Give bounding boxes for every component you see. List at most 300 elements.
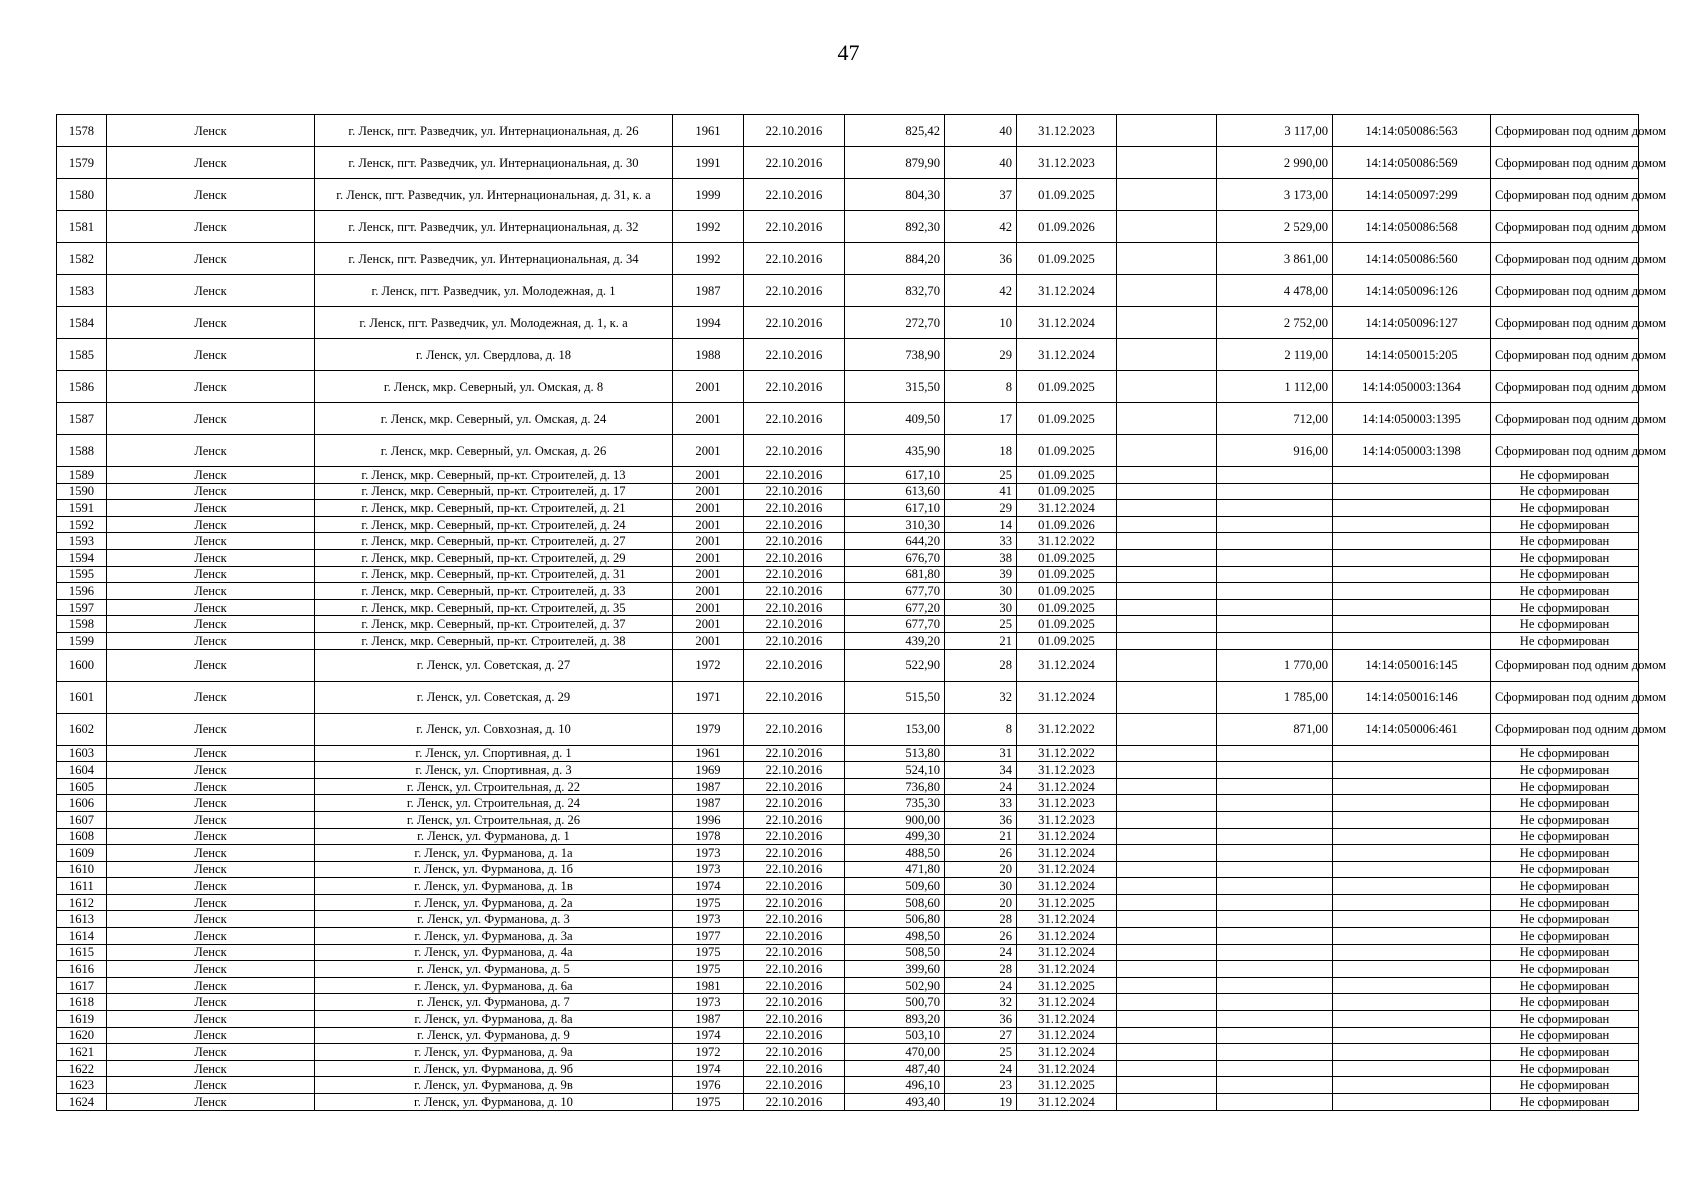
cell-date: 22.10.2016 bbox=[744, 778, 845, 795]
cell-city: Ленск bbox=[107, 994, 315, 1011]
cell-year: 1974 bbox=[673, 878, 744, 895]
cell-deadline: 01.09.2026 bbox=[1017, 516, 1117, 533]
cell-cadastral-number bbox=[1333, 549, 1491, 566]
cell-deadline: 31.12.2024 bbox=[1017, 1011, 1117, 1028]
cell-deadline: 01.09.2025 bbox=[1017, 483, 1117, 500]
cell-deadline: 31.12.2024 bbox=[1017, 1027, 1117, 1044]
cell-date: 22.10.2016 bbox=[744, 911, 845, 928]
cell-number: 1607 bbox=[57, 811, 107, 828]
cell-residents: 10 bbox=[945, 307, 1017, 339]
cell-deadline: 01.09.2025 bbox=[1017, 599, 1117, 616]
cell-area: 502,90 bbox=[845, 977, 945, 994]
cell-deadline: 31.12.2024 bbox=[1017, 928, 1117, 945]
cell-status: Не сформирован bbox=[1491, 1027, 1639, 1044]
cell-city: Ленск bbox=[107, 211, 315, 243]
table-row bbox=[57, 745, 1639, 762]
cell-number: 1593 bbox=[57, 533, 107, 550]
cell-area: 498,50 bbox=[845, 928, 945, 945]
cell-deadline: 31.12.2023 bbox=[1017, 811, 1117, 828]
cell-empty bbox=[1117, 435, 1217, 467]
cell-area: 677,20 bbox=[845, 599, 945, 616]
cell-land-area bbox=[1217, 828, 1333, 845]
table-row bbox=[57, 1027, 1639, 1044]
cell-residents: 40 bbox=[945, 147, 1017, 179]
cell-land-area: 2 529,00 bbox=[1217, 211, 1333, 243]
cell-deadline: 31.12.2024 bbox=[1017, 778, 1117, 795]
cell-empty bbox=[1117, 762, 1217, 779]
cell-land-area: 1 785,00 bbox=[1217, 681, 1333, 713]
table-row bbox=[57, 147, 1639, 179]
cell-city: Ленск bbox=[107, 795, 315, 812]
cell-area: 879,90 bbox=[845, 147, 945, 179]
table-body bbox=[57, 115, 1667, 1111]
cell-status: Сформирован под одним домом bbox=[1491, 211, 1639, 243]
cell-area: 677,70 bbox=[845, 616, 945, 633]
cell-date: 22.10.2016 bbox=[744, 878, 845, 895]
cell-date: 22.10.2016 bbox=[744, 1011, 845, 1028]
cell-area: 832,70 bbox=[845, 275, 945, 307]
cell-number: 1596 bbox=[57, 583, 107, 600]
cell-area: 522,90 bbox=[845, 649, 945, 681]
cell-city: Ленск bbox=[107, 845, 315, 862]
cell-land-area: 4 478,00 bbox=[1217, 275, 1333, 307]
cell-year: 1987 bbox=[673, 275, 744, 307]
cell-empty bbox=[1117, 649, 1217, 681]
cell-cadastral-number bbox=[1333, 1044, 1491, 1061]
cell-year: 2001 bbox=[673, 632, 744, 649]
cell-number: 1617 bbox=[57, 977, 107, 994]
cell-deadline: 01.09.2025 bbox=[1017, 583, 1117, 600]
cell-date: 22.10.2016 bbox=[744, 516, 845, 533]
cell-year: 1974 bbox=[673, 1060, 744, 1077]
cell-address: г. Ленск, мкр. Северный, ул. Омская, д. 26 bbox=[315, 435, 673, 467]
cell-status: Сформирован под одним домом bbox=[1491, 713, 1639, 745]
cell-date: 22.10.2016 bbox=[744, 713, 845, 745]
cell-year: 1987 bbox=[673, 795, 744, 812]
cell-address: г. Ленск, ул. Фурманова, д. 2а bbox=[315, 894, 673, 911]
cell-land-area bbox=[1217, 583, 1333, 600]
cell-empty bbox=[1117, 339, 1217, 371]
cell-number: 1616 bbox=[57, 961, 107, 978]
cell-deadline: 31.12.2024 bbox=[1017, 500, 1117, 517]
cell-city: Ленск bbox=[107, 483, 315, 500]
cell-empty bbox=[1117, 778, 1217, 795]
cell-status: Не сформирован bbox=[1491, 845, 1639, 862]
table-row bbox=[57, 1011, 1639, 1028]
cell-empty bbox=[1117, 811, 1217, 828]
cell-date: 22.10.2016 bbox=[744, 649, 845, 681]
cell-cadastral-number bbox=[1333, 795, 1491, 812]
cell-residents: 21 bbox=[945, 632, 1017, 649]
cell-status: Не сформирован bbox=[1491, 944, 1639, 961]
cell-cadastral-number bbox=[1333, 928, 1491, 945]
cell-address: г. Ленск, мкр. Северный, ул. Омская, д. 8 bbox=[315, 371, 673, 403]
table-row bbox=[57, 243, 1639, 275]
cell-cadastral-number bbox=[1333, 778, 1491, 795]
cell-address: г. Ленск, ул. Фурманова, д. 9 bbox=[315, 1027, 673, 1044]
cell-year: 2001 bbox=[673, 583, 744, 600]
cell-empty bbox=[1117, 795, 1217, 812]
cell-cadastral-number bbox=[1333, 878, 1491, 895]
cell-area: 804,30 bbox=[845, 179, 945, 211]
table-row bbox=[57, 435, 1639, 467]
cell-area: 493,40 bbox=[845, 1094, 945, 1111]
cell-date: 22.10.2016 bbox=[744, 467, 845, 484]
cell-year: 1973 bbox=[673, 845, 744, 862]
cell-residents: 25 bbox=[945, 616, 1017, 633]
cell-city: Ленск bbox=[107, 778, 315, 795]
cell-number: 1606 bbox=[57, 795, 107, 812]
cell-residents: 28 bbox=[945, 911, 1017, 928]
cell-address: г. Ленск, пгт. Разведчик, ул. Интернациональная, д. 31, к. а bbox=[315, 179, 673, 211]
cell-year: 1974 bbox=[673, 1027, 744, 1044]
cell-year: 2001 bbox=[673, 533, 744, 550]
table-row bbox=[57, 211, 1639, 243]
cell-number: 1586 bbox=[57, 371, 107, 403]
cell-date: 22.10.2016 bbox=[744, 115, 845, 147]
cell-empty bbox=[1117, 616, 1217, 633]
cell-area: 617,10 bbox=[845, 500, 945, 517]
table-row bbox=[57, 713, 1639, 745]
cell-address: г. Ленск, ул. Фурманова, д. 1а bbox=[315, 845, 673, 862]
cell-deadline: 31.12.2022 bbox=[1017, 745, 1117, 762]
cell-date: 22.10.2016 bbox=[744, 795, 845, 812]
table-row bbox=[57, 994, 1639, 1011]
cell-cadastral-number: 14:14:050096:127 bbox=[1333, 307, 1491, 339]
table-row bbox=[57, 1094, 1639, 1111]
cell-status: Не сформирован bbox=[1491, 533, 1639, 550]
cell-empty bbox=[1117, 928, 1217, 945]
cell-city: Ленск bbox=[107, 928, 315, 945]
table-row bbox=[57, 467, 1639, 484]
cell-area: 272,70 bbox=[845, 307, 945, 339]
table-row bbox=[57, 977, 1639, 994]
cell-date: 22.10.2016 bbox=[744, 566, 845, 583]
cell-number: 1600 bbox=[57, 649, 107, 681]
cell-date: 22.10.2016 bbox=[744, 994, 845, 1011]
cell-number: 1584 bbox=[57, 307, 107, 339]
cell-status: Сформирован под одним домом bbox=[1491, 403, 1639, 435]
cell-area: 508,60 bbox=[845, 894, 945, 911]
cell-cadastral-number bbox=[1333, 1077, 1491, 1094]
cell-residents: 8 bbox=[945, 371, 1017, 403]
cell-number: 1608 bbox=[57, 828, 107, 845]
cell-deadline: 31.12.2024 bbox=[1017, 1060, 1117, 1077]
cell-address: г. Ленск, ул. Фурманова, д. 9б bbox=[315, 1060, 673, 1077]
cell-city: Ленск bbox=[107, 1044, 315, 1061]
cell-date: 22.10.2016 bbox=[744, 811, 845, 828]
cell-residents: 38 bbox=[945, 549, 1017, 566]
cell-address: г. Ленск, ул. Фурманова, д. 7 bbox=[315, 994, 673, 1011]
cell-year: 1994 bbox=[673, 307, 744, 339]
cell-empty bbox=[1117, 483, 1217, 500]
cell-land-area bbox=[1217, 467, 1333, 484]
cell-area: 644,20 bbox=[845, 533, 945, 550]
cell-cadastral-number: 14:14:050003:1398 bbox=[1333, 435, 1491, 467]
cell-land-area bbox=[1217, 811, 1333, 828]
cell-deadline: 01.09.2025 bbox=[1017, 549, 1117, 566]
cell-cadastral-number: 14:14:050097:299 bbox=[1333, 179, 1491, 211]
cell-deadline: 31.12.2023 bbox=[1017, 795, 1117, 812]
cell-residents: 37 bbox=[945, 179, 1017, 211]
cell-empty bbox=[1117, 275, 1217, 307]
cell-date: 22.10.2016 bbox=[744, 1060, 845, 1077]
cell-date: 22.10.2016 bbox=[744, 275, 845, 307]
cell-city: Ленск bbox=[107, 533, 315, 550]
cell-number: 1621 bbox=[57, 1044, 107, 1061]
cell-area: 736,80 bbox=[845, 778, 945, 795]
cell-residents: 20 bbox=[945, 894, 1017, 911]
cell-deadline: 31.12.2024 bbox=[1017, 681, 1117, 713]
cell-year: 2001 bbox=[673, 500, 744, 517]
cell-number: 1599 bbox=[57, 632, 107, 649]
cell-residents: 28 bbox=[945, 961, 1017, 978]
cell-empty bbox=[1117, 1044, 1217, 1061]
cell-year: 1991 bbox=[673, 147, 744, 179]
cell-empty bbox=[1117, 403, 1217, 435]
cell-land-area: 3 861,00 bbox=[1217, 243, 1333, 275]
cell-residents: 25 bbox=[945, 467, 1017, 484]
cell-year: 1977 bbox=[673, 928, 744, 945]
cell-number: 1588 bbox=[57, 435, 107, 467]
cell-area: 500,70 bbox=[845, 994, 945, 1011]
cell-status: Сформирован под одним домом bbox=[1491, 275, 1639, 307]
cell-date: 22.10.2016 bbox=[744, 583, 845, 600]
cell-date: 22.10.2016 bbox=[744, 435, 845, 467]
cell-address: г. Ленск, мкр. Северный, пр-кт. Строителей, д. 17 bbox=[315, 483, 673, 500]
cell-land-area bbox=[1217, 566, 1333, 583]
cell-number: 1603 bbox=[57, 745, 107, 762]
cell-address: г. Ленск, ул. Фурманова, д. 3а bbox=[315, 928, 673, 945]
cell-deadline: 31.12.2023 bbox=[1017, 762, 1117, 779]
cell-land-area bbox=[1217, 1060, 1333, 1077]
cell-residents: 26 bbox=[945, 928, 1017, 945]
cell-cadastral-number bbox=[1333, 845, 1491, 862]
cell-empty bbox=[1117, 243, 1217, 275]
cell-date: 22.10.2016 bbox=[744, 599, 845, 616]
cell-cadastral-number bbox=[1333, 533, 1491, 550]
table-row bbox=[57, 1060, 1639, 1077]
cell-address: г. Ленск, ул. Советская, д. 29 bbox=[315, 681, 673, 713]
cell-deadline: 01.09.2025 bbox=[1017, 371, 1117, 403]
table-row bbox=[57, 762, 1639, 779]
cell-city: Ленск bbox=[107, 632, 315, 649]
cell-deadline: 31.12.2024 bbox=[1017, 1094, 1117, 1111]
table-row bbox=[57, 632, 1639, 649]
cell-land-area: 871,00 bbox=[1217, 713, 1333, 745]
cell-date: 22.10.2016 bbox=[744, 500, 845, 517]
cell-land-area bbox=[1217, 483, 1333, 500]
cell-residents: 18 bbox=[945, 435, 1017, 467]
cell-address: г. Ленск, ул. Фурманова, д. 1 bbox=[315, 828, 673, 845]
cell-land-area bbox=[1217, 894, 1333, 911]
cell-year: 1987 bbox=[673, 1011, 744, 1028]
cell-residents: 42 bbox=[945, 211, 1017, 243]
table-row bbox=[57, 681, 1639, 713]
cell-area: 470,00 bbox=[845, 1044, 945, 1061]
cell-deadline: 31.12.2023 bbox=[1017, 147, 1117, 179]
cell-year: 2001 bbox=[673, 483, 744, 500]
cell-city: Ленск bbox=[107, 713, 315, 745]
cell-status: Не сформирован bbox=[1491, 762, 1639, 779]
cell-status: Не сформирован bbox=[1491, 1011, 1639, 1028]
cell-address: г. Ленск, мкр. Северный, пр-кт. Строителей, д. 27 bbox=[315, 533, 673, 550]
cell-address: г. Ленск, ул. Советская, д. 27 bbox=[315, 649, 673, 681]
cell-empty bbox=[1117, 467, 1217, 484]
cell-area: 496,10 bbox=[845, 1077, 945, 1094]
cell-empty bbox=[1117, 211, 1217, 243]
cell-area: 509,60 bbox=[845, 878, 945, 895]
cell-number: 1619 bbox=[57, 1011, 107, 1028]
cell-empty bbox=[1117, 894, 1217, 911]
cell-year: 1992 bbox=[673, 243, 744, 275]
cell-deadline: 01.09.2026 bbox=[1017, 211, 1117, 243]
cell-residents: 42 bbox=[945, 275, 1017, 307]
cell-date: 22.10.2016 bbox=[744, 828, 845, 845]
cell-deadline: 31.12.2024 bbox=[1017, 275, 1117, 307]
cell-land-area bbox=[1217, 762, 1333, 779]
cell-area: 503,10 bbox=[845, 1027, 945, 1044]
cell-number: 1611 bbox=[57, 878, 107, 895]
cell-land-area: 3 117,00 bbox=[1217, 115, 1333, 147]
cell-date: 22.10.2016 bbox=[744, 549, 845, 566]
cell-status: Не сформирован bbox=[1491, 1044, 1639, 1061]
cell-date: 22.10.2016 bbox=[744, 147, 845, 179]
cell-city: Ленск bbox=[107, 1011, 315, 1028]
cell-address: г. Ленск, ул. Фурманова, д. 1б bbox=[315, 861, 673, 878]
cell-status: Не сформирован bbox=[1491, 632, 1639, 649]
cell-city: Ленск bbox=[107, 616, 315, 633]
cell-area: 487,40 bbox=[845, 1060, 945, 1077]
cell-number: 1583 bbox=[57, 275, 107, 307]
cell-address: г. Ленск, ул. Фурманова, д. 9а bbox=[315, 1044, 673, 1061]
cell-status: Сформирован под одним домом bbox=[1491, 649, 1639, 681]
cell-status: Сформирован под одним домом bbox=[1491, 179, 1639, 211]
cell-status: Не сформирован bbox=[1491, 467, 1639, 484]
cell-land-area: 2 119,00 bbox=[1217, 339, 1333, 371]
cell-city: Ленск bbox=[107, 1027, 315, 1044]
cell-land-area bbox=[1217, 1027, 1333, 1044]
cell-land-area bbox=[1217, 1011, 1333, 1028]
cell-year: 2001 bbox=[673, 616, 744, 633]
cell-cadastral-number bbox=[1333, 1060, 1491, 1077]
cell-residents: 30 bbox=[945, 599, 1017, 616]
cell-year: 2001 bbox=[673, 516, 744, 533]
cell-address: г. Ленск, мкр. Северный, пр-кт. Строителей, д. 29 bbox=[315, 549, 673, 566]
cell-status: Не сформирован bbox=[1491, 878, 1639, 895]
cell-empty bbox=[1117, 961, 1217, 978]
cell-status: Не сформирован bbox=[1491, 549, 1639, 566]
cell-residents: 14 bbox=[945, 516, 1017, 533]
table-row bbox=[57, 371, 1639, 403]
cell-empty bbox=[1117, 845, 1217, 862]
cell-number: 1602 bbox=[57, 713, 107, 745]
cell-cadastral-number bbox=[1333, 1027, 1491, 1044]
cell-area: 884,20 bbox=[845, 243, 945, 275]
cell-city: Ленск bbox=[107, 599, 315, 616]
cell-address: г. Ленск, мкр. Северный, пр-кт. Строителей, д. 21 bbox=[315, 500, 673, 517]
cell-land-area bbox=[1217, 1094, 1333, 1111]
cell-cadastral-number bbox=[1333, 599, 1491, 616]
cell-deadline: 31.12.2024 bbox=[1017, 339, 1117, 371]
cell-status: Не сформирован bbox=[1491, 1077, 1639, 1094]
table-row bbox=[57, 599, 1639, 616]
table-row bbox=[57, 961, 1639, 978]
cell-cadastral-number bbox=[1333, 944, 1491, 961]
cell-number: 1613 bbox=[57, 911, 107, 928]
cell-residents: 40 bbox=[945, 115, 1017, 147]
cell-date: 22.10.2016 bbox=[744, 1044, 845, 1061]
cell-land-area: 2 990,00 bbox=[1217, 147, 1333, 179]
cell-land-area bbox=[1217, 516, 1333, 533]
cell-city: Ленск bbox=[107, 894, 315, 911]
cell-empty bbox=[1117, 1011, 1217, 1028]
cell-number: 1598 bbox=[57, 616, 107, 633]
cell-date: 22.10.2016 bbox=[744, 681, 845, 713]
cell-land-area: 2 752,00 bbox=[1217, 307, 1333, 339]
cell-status: Сформирован под одним домом bbox=[1491, 307, 1639, 339]
cell-cadastral-number bbox=[1333, 566, 1491, 583]
cell-address: г. Ленск, мкр. Северный, пр-кт. Строителей, д. 33 bbox=[315, 583, 673, 600]
cell-deadline: 31.12.2024 bbox=[1017, 994, 1117, 1011]
cell-empty bbox=[1117, 516, 1217, 533]
table-row bbox=[57, 275, 1639, 307]
cell-number: 1582 bbox=[57, 243, 107, 275]
cell-address: г. Ленск, ул. Свердлова, д. 18 bbox=[315, 339, 673, 371]
cell-deadline: 01.09.2025 bbox=[1017, 435, 1117, 467]
cell-year: 1975 bbox=[673, 1094, 744, 1111]
cell-deadline: 01.09.2025 bbox=[1017, 632, 1117, 649]
cell-empty bbox=[1117, 566, 1217, 583]
cell-status: Сформирован под одним домом bbox=[1491, 339, 1639, 371]
cell-number: 1614 bbox=[57, 928, 107, 945]
cell-date: 22.10.2016 bbox=[744, 243, 845, 275]
cell-deadline: 31.12.2024 bbox=[1017, 828, 1117, 845]
cell-number: 1589 bbox=[57, 467, 107, 484]
cell-cadastral-number: 14:14:050003:1364 bbox=[1333, 371, 1491, 403]
cell-land-area bbox=[1217, 745, 1333, 762]
cell-land-area bbox=[1217, 961, 1333, 978]
cell-year: 1972 bbox=[673, 1044, 744, 1061]
cell-number: 1604 bbox=[57, 762, 107, 779]
cell-area: 399,60 bbox=[845, 961, 945, 978]
cell-year: 1969 bbox=[673, 762, 744, 779]
cell-residents: 28 bbox=[945, 649, 1017, 681]
cell-empty bbox=[1117, 632, 1217, 649]
table-row bbox=[57, 795, 1639, 812]
cell-residents: 25 bbox=[945, 1044, 1017, 1061]
cell-deadline: 01.09.2025 bbox=[1017, 566, 1117, 583]
cell-land-area bbox=[1217, 878, 1333, 895]
cell-land-area: 1 112,00 bbox=[1217, 371, 1333, 403]
cell-land-area bbox=[1217, 795, 1333, 812]
cell-area: 892,30 bbox=[845, 211, 945, 243]
cell-status: Сформирован под одним домом bbox=[1491, 115, 1639, 147]
cell-area: 315,50 bbox=[845, 371, 945, 403]
cell-empty bbox=[1117, 179, 1217, 211]
cell-area: 506,80 bbox=[845, 911, 945, 928]
cell-year: 2001 bbox=[673, 403, 744, 435]
cell-area: 439,20 bbox=[845, 632, 945, 649]
cell-empty bbox=[1117, 713, 1217, 745]
cell-city: Ленск bbox=[107, 861, 315, 878]
cell-city: Ленск bbox=[107, 307, 315, 339]
cell-land-area bbox=[1217, 533, 1333, 550]
cell-residents: 23 bbox=[945, 1077, 1017, 1094]
cell-address: г. Ленск, пгт. Разведчик, ул. Интернациональная, д. 32 bbox=[315, 211, 673, 243]
cell-number: 1623 bbox=[57, 1077, 107, 1094]
cell-status: Не сформирован bbox=[1491, 928, 1639, 945]
